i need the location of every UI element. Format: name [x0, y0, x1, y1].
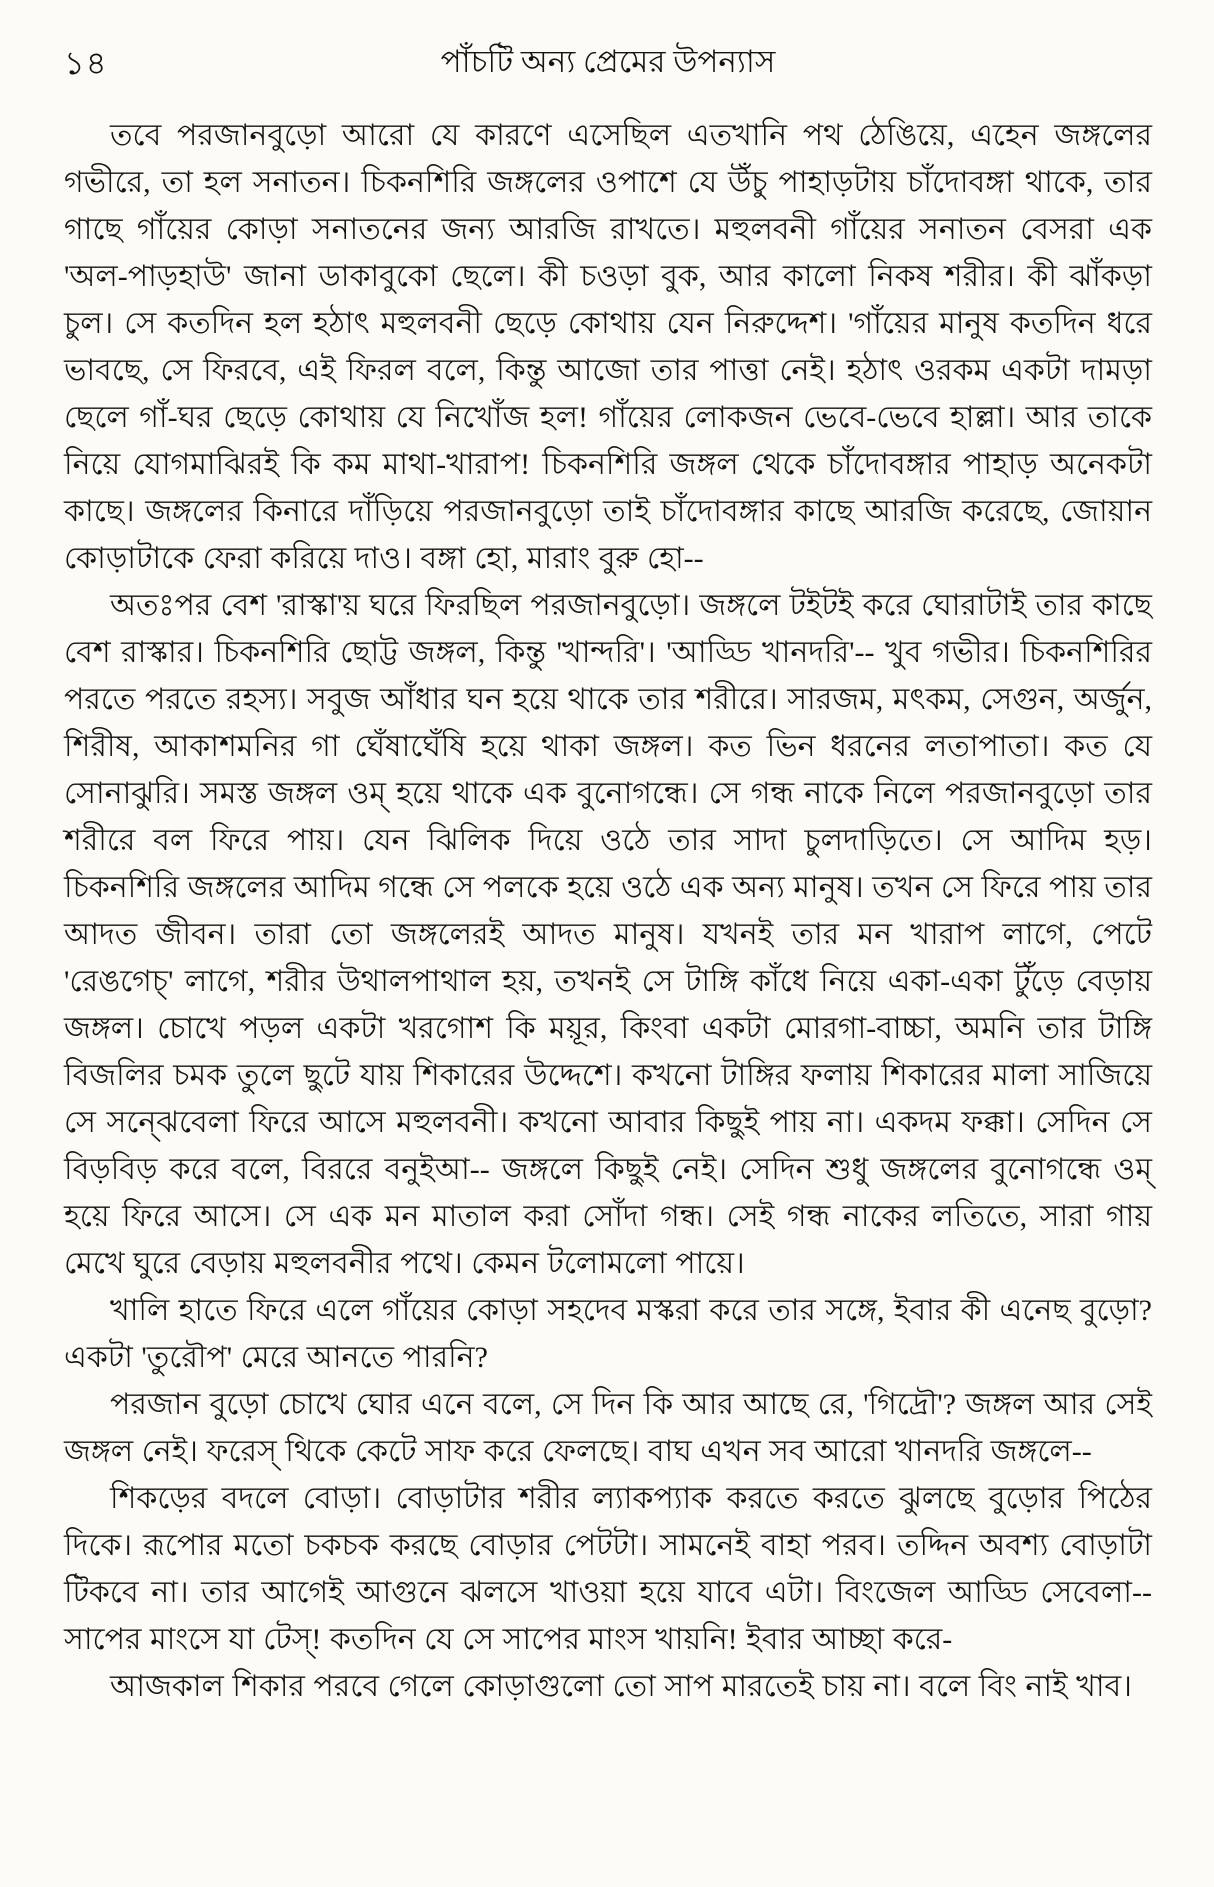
page-title: পাঁচটি অন্য প্রেমের উপন্যাস [440, 44, 776, 79]
body-text [64, 112, 1152, 1710]
page-number: ১৪ [64, 45, 108, 81]
paragraph: খালি হাতে ফিরে এলে গাঁয়ের কোড়া সহদেব মস্করা করে তার সঙ্গে, ইবার কী এনেছ বুড়ো? একটা 'তুরৌপ' মেরে আনতে পারনি? [64, 1294, 1152, 1374]
paragraph: পরজান বুড়ো চোখে ঘোর এনে বলে, সে দিন কি আর আছে রে, 'গিদ্রৌ'? জঙ্গল আর সেই জঙ্গল নেই। ফরেস্ থিকে কেটে সাফ করে ফেলছে। বাঘ এখন সব আরো খানদরি জঙ্গলে-- [64, 1388, 1152, 1468]
paragraph: শিকড়ের বদলে বোড়া। বোড়াটার শরীর ল্যাকপ্যাক করতে করতে ঝুলছে বুড়োর পিঠের দিকে। রূপোর মতো চকচক করছে বোড়ার পেটটা। সামনেই বাহা পরব। তদ্দিন অবশ্য বোড়াটা টিকবে না। তার আগেই আগুনে ঝলসে খাওয়া হয়ে যাবে এটা। বিংজেল আড্ডি সেবেলা-- সাপের মাংসে যা টেস্! কতদিন যে সে সাপের মাংস খায়নি! ইবার আচ্ছা করে- [64, 1482, 1152, 1656]
paragraph: তবে পরজানবুড়ো আরো যে কারণে এসেছিল এতখানি পথ ঠেঙিয়ে, এহেন জঙ্গলের গভীরে, তা হল সনাতন। চিকনশিরি জঙ্গলের ওপাশে যে উঁচু পাহাড়টায় চাঁদোবঙ্গা থাকে, তার গাছে গাঁয়ের কোড়া সনাতনের জন্য আরজি রাখতে। মহুলবনী গাঁয়ের সনাতন বেসরা এক 'অল-পাড়হাউ' জানা ডাকাবুকো ছেলে। কী চওড়া বুক, আর কালো নিকষ শরীর। কী ঝাঁকড়া চুল। সে কতদিন হল হঠাৎ মহুলবনী ছেড়ে কোথায় যেন নিরুদ্দেশ। 'গাঁয়ের মানুষ কতদিন ধরে ভাবছে, সে ফিরবে, এই ফিরল বলে, কিন্তু আজো তার পাত্তা নেই। হঠাৎ ওরকম একটা দামড়া ছেলে গাঁ-ঘর ছেড়ে কোথায় যে নিখোঁজ হল! গাঁয়ের লোকজন ভেবে-ভেবে হাল্লা। আর তাকে নিয়ে যোগমাঝিরই কি কম মাথা-খারাপ! চিকনশিরি জঙ্গল থেকে চাঁদোবঙ্গার পাহাড় অনেকটা কাছে। জঙ্গলের কিনারে দাঁড়িয়ে পরজানবুড়ো তাই চাঁদোবঙ্গার কাছে আরজি করেছে, জোয়ান কোড়াটাকে ফেরা করিয়ে দাও। বঙ্গা হো, মারাং বুরু হো-- [64, 119, 1152, 575]
page-header [64, 38, 1152, 90]
paragraph: আজকাল শিকার পরবে গেলে কোড়াগুলো তো সাপ মারতেই চায় না। বলে বিং নাই খাব। [110, 1670, 1132, 1703]
paragraph: অতঃপর বেশ 'রাস্কা'য় ঘরে ফিরছিল পরজানবুড়ো। জঙ্গলে টইটই করে ঘোরাটাই তার কাছে বেশ রাস্কার। চিকনশিরি ছোট্ট জঙ্গল, কিন্তু 'খান্দরি'। 'আড্ডি খানদরি'-- খুব গভীর। চিকনশিরির পরতে পরতে রহস্য। সবুজ আঁধার ঘন হয়ে থাকে তার শরীরে। সারজম, মৎকম, সেগুন, অর্জুন, শিরীষ, আকাশমনির গা ঘেঁষাঘেঁষি হয়ে থাকা জঙ্গল। কত ভিন ধরনের লতাপাতা। কত যে সোনাঝুরি। সমস্ত জঙ্গল ওম্ হয়ে থাকে এক বুনোগন্ধে। সে গন্ধ নাকে নিলে পরজানবুড়ো তার শরীরে বল ফিরে পায়। যেন ঝিলিক দিয়ে ওঠে তার সাদা চুলদাড়িতে। সে আদিম হড়। চিকনশিরি জঙ্গলের আদিম গন্ধে সে পলকে হয়ে ওঠে এক অন্য মানুষ। তখন সে ফিরে পায় তার আদত জীবন। তারা তো জঙ্গলেরই আদত মানুষ। যখনই তার মন খারাপ লাগে, পেটে 'রেঙগেচ্' লাগে, শরীর উথালপাথাল হয়, তখনই সে টাঙ্গি কাঁধে নিয়ে একা-একা টুঁড়ে বেড়ায় জঙ্গল। চোখে পড়ল একটা খরগোশ কি ময়ূর, কিংবা একটা মোরগা-বাচ্চা, অমনি তার টাঙ্গি বিজলির চমক তুলে ছুটে যায় শিকারের উদ্দেশে। কখনো টাঙ্গির ফলায় শিকারের মালা সাজিয়ে সে সন্ঝেবেলা ফিরে আসে মহুলবনী। কখনো আবার কিছুই পায় না। একদম ফক্কা। সেদিন সে বিড়বিড় করে বলে, বিররে বনুইআ-- জঙ্গলে কিছুই নেই। সেদিন শুধু জঙ্গলের বুনোগন্ধে ওম্ হয়ে ফিরে আসে। সে এক মন মাতাল করা সোঁদা গন্ধ। সেই গন্ধ নাকের লতিতে, সারা গায় মেখে ঘুরে বেড়ায় মহুলবনীর পথে। কেমন টলোমলো পায়ে। [64, 589, 1152, 1280]
